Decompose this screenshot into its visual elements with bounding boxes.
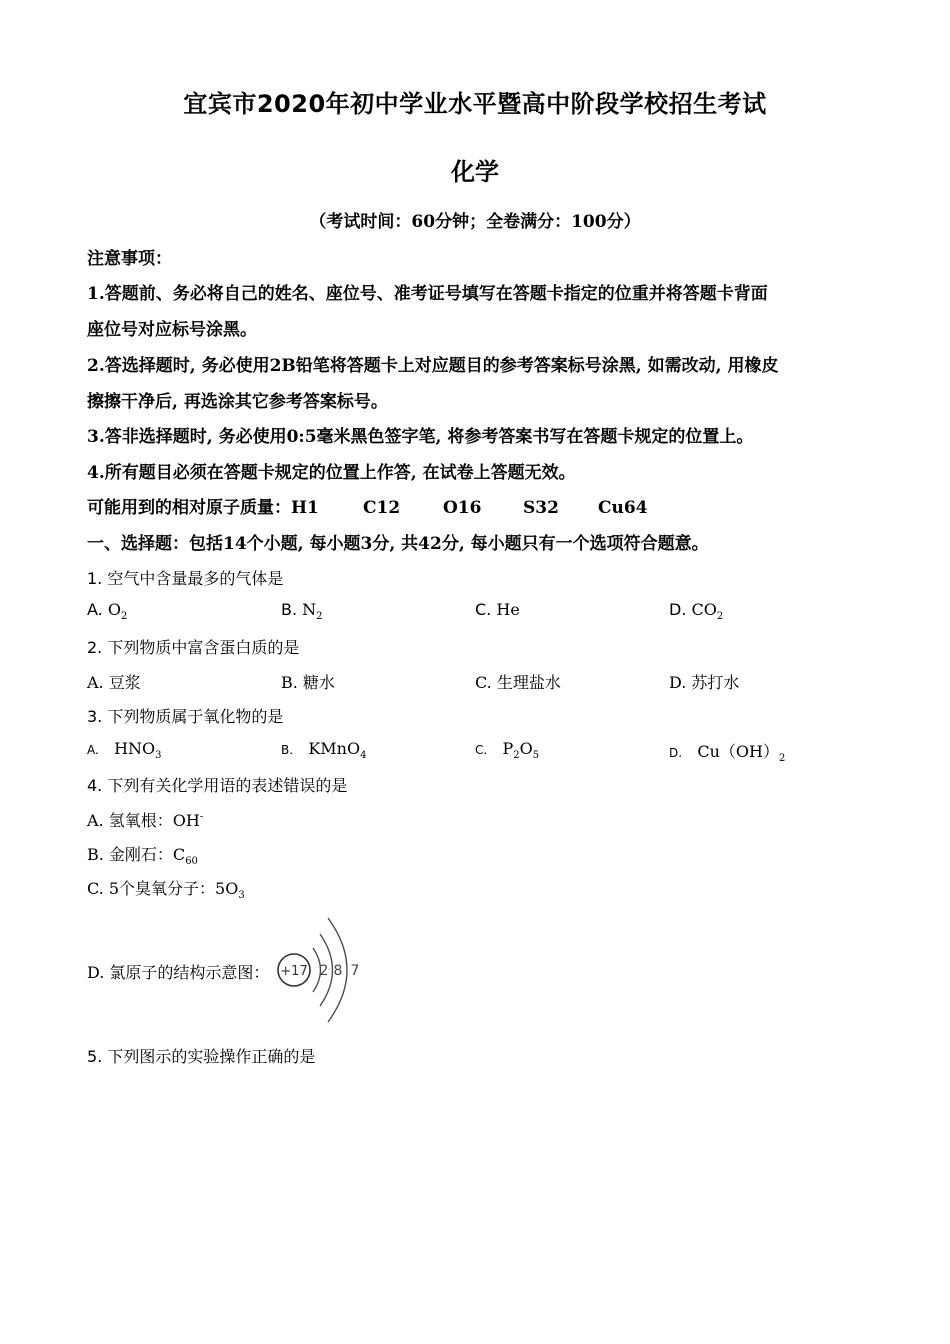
note-2-line-2: 擦擦干净后, 再选涂其它参考答案标号。 [87, 392, 388, 412]
question-2-stem: 下列物质中富含蛋白质的是 [102, 638, 300, 657]
exam-info: （考试时间：60分钟；全卷满分：100分） [309, 212, 641, 232]
atomic-mass-c: C12 [363, 498, 401, 518]
atomic-mass-s: S32 [523, 498, 559, 518]
q2-option-a[interactable]: A. 豆浆 [87, 673, 141, 692]
chlorine-atom-diagram [270, 910, 370, 1025]
subject-title: 化学 [451, 158, 499, 186]
q4-option-b[interactable]: B. 金刚石：$C_{60}$ [87, 845, 198, 868]
question-5-number: 5. [87, 1047, 103, 1066]
note-4: 4.所有题目必须在答题卡规定的位置上作答, 在试卷上答题无效。 [87, 463, 576, 483]
question-1-number: 1. [87, 569, 103, 588]
nucleus-charge: +17 [280, 964, 308, 979]
atomic-mass-o: O16 [443, 498, 482, 518]
q1-option-d[interactable]: D. $CO_2$ [669, 600, 724, 623]
question-5-stem: 下列图示的实验操作正确的是 [102, 1047, 316, 1066]
q3-option-c[interactable]: C. $P_2O_5$ [475, 739, 540, 762]
question-2-number: 2. [87, 638, 103, 657]
note-2-line-1: 2.答选择题时, 务必使用2B铅笔将答题卡上对应题目的参考答案标号涂黑, 如需改动, 用橡皮 [87, 356, 779, 376]
atomic-mass-label: 可能用到的相对原子质量： [87, 498, 291, 518]
question-3-stem: 下列物质属于氧化物的是 [102, 707, 284, 726]
shell-3-electrons: 7 [350, 963, 360, 979]
notes-heading: 注意事项： [87, 249, 172, 269]
q1-option-c[interactable]: C. He [475, 600, 520, 619]
question-3 [87, 704, 283, 727]
q2-option-b[interactable]: B. 糖水 [281, 673, 335, 692]
q4-option-d[interactable]: D. 氯原子的结构示意图： [87, 963, 270, 982]
q2-option-c[interactable]: C. 生理盐水 [475, 673, 561, 692]
q4-option-c[interactable]: C. 5个臭氧分子：$5O_3$ [87, 879, 245, 902]
question-4-number: 4. [87, 776, 103, 795]
note-1-line-2: 座位号对应标号涂黑。 [87, 320, 257, 340]
question-1-stem: 空气中含量最多的气体是 [102, 569, 284, 588]
q3-option-b[interactable]: B. KMnO$_4$ [281, 739, 367, 762]
atomic-mass-cu: Cu64 [598, 498, 648, 518]
q4-option-a[interactable]: A. 氢氧根：OH- [87, 811, 204, 830]
question-5 [87, 1044, 315, 1067]
exam-title: 宜宾市2020年初中学业水平暨高中阶段学校招生考试 [183, 90, 767, 118]
atomic-mass-line [87, 493, 648, 518]
section-1-heading: 一、选择题：包括14个小题, 每小题3分, 共42分, 每小题只有一个选项符合题意。 [87, 534, 709, 554]
question-1 [87, 566, 283, 589]
shell-2-electrons: 8 [333, 963, 343, 979]
q1-option-a[interactable]: A. $O_2$ [87, 600, 128, 623]
q1-option-b[interactable]: B. $N_2$ [281, 600, 323, 623]
note-1-line-1: 1.答题前、务必将自己的姓名、座位号、准考证号填写在答题卡指定的位重并将答题卡背面 [87, 284, 768, 304]
question-2 [87, 635, 299, 658]
q3-option-a[interactable]: A. $HNO_3$ [87, 739, 162, 762]
q2-option-d[interactable]: D. 苏打水 [669, 673, 740, 692]
note-3: 3.答非选择题时, 务必使用0:5毫米黑色签字笔, 将参考答案书写在答题卡规定的位置上。 [87, 427, 754, 447]
question-3-number: 3. [87, 707, 103, 726]
atomic-mass-h: H1 [291, 498, 319, 518]
q3-option-d[interactable]: D. $Cu(OH)_2$ [669, 742, 786, 765]
question-4 [87, 773, 347, 796]
shell-1-electrons: 2 [319, 963, 329, 979]
question-4-stem: 下列有关化学用语的表述错误的是 [102, 776, 348, 795]
